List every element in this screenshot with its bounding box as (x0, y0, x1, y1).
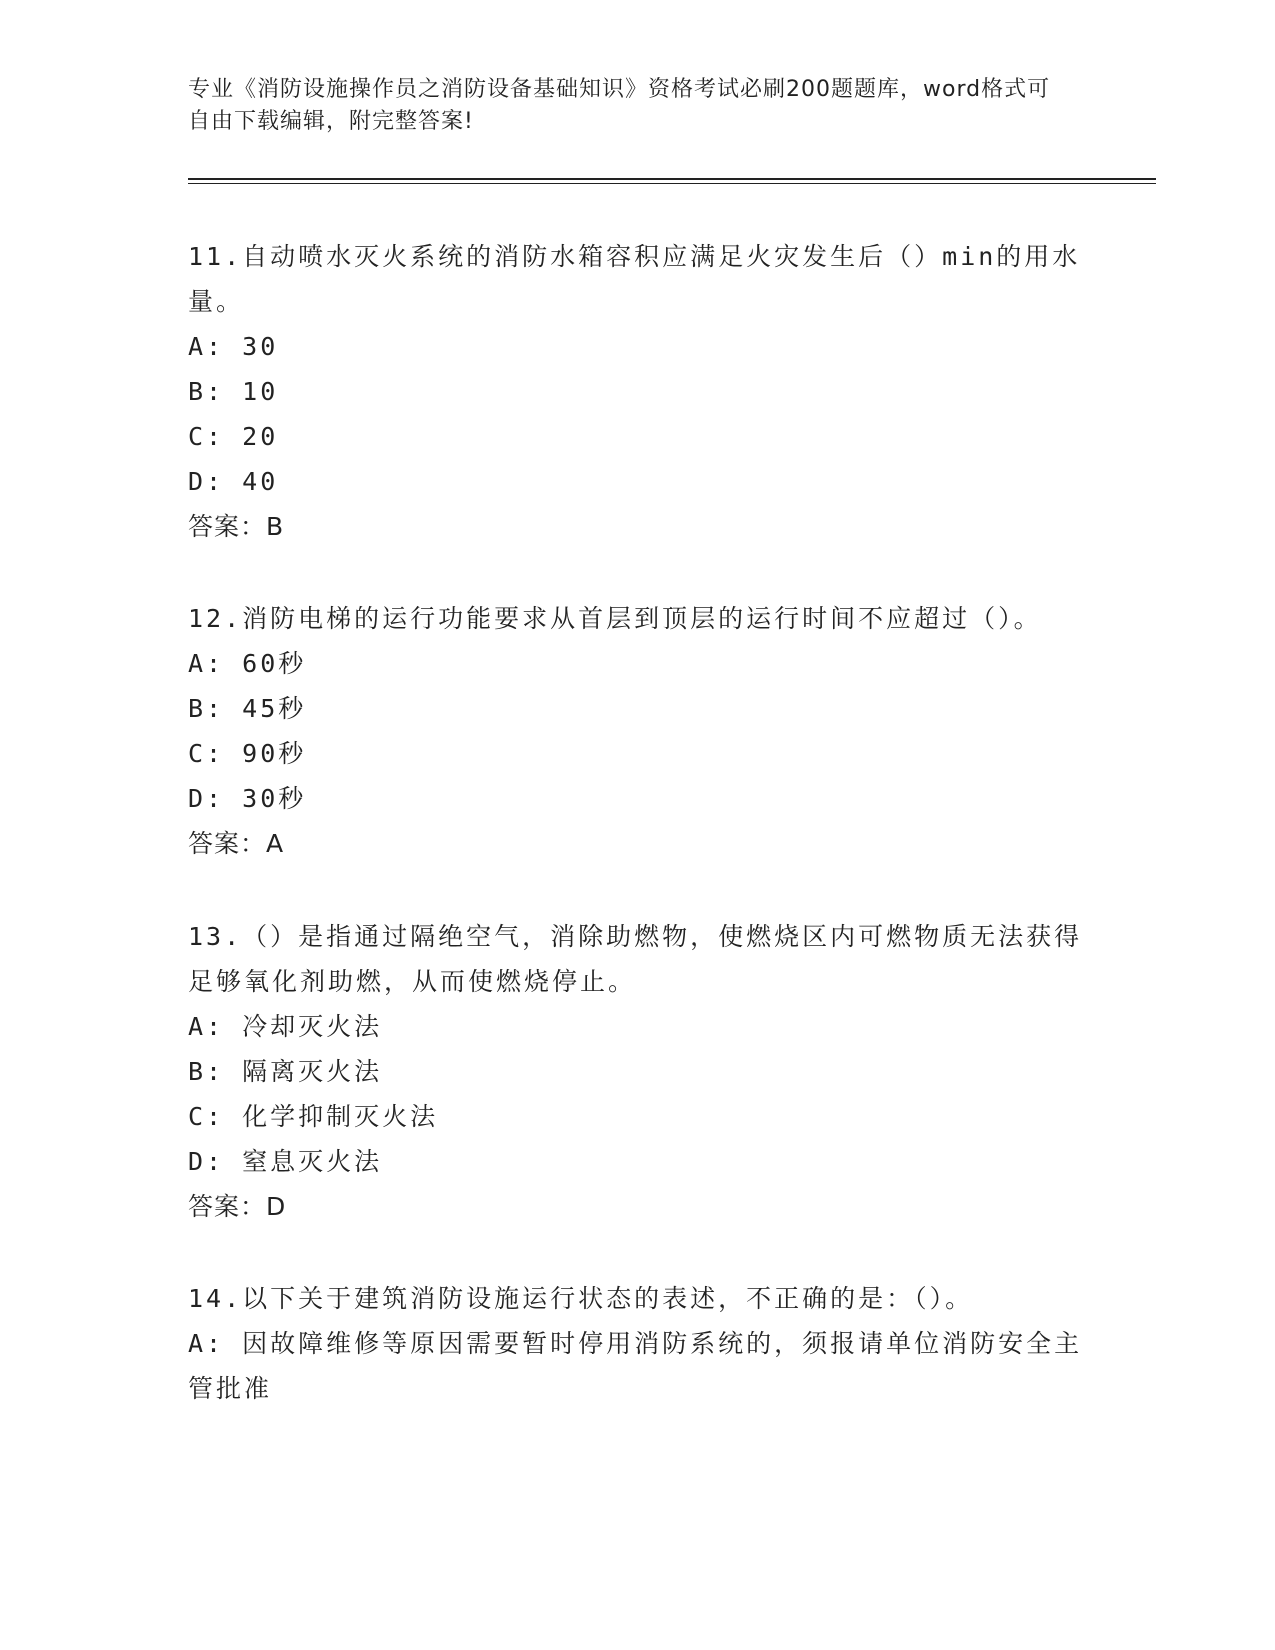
option-a: A: 60秒 (188, 649, 307, 678)
option-c: C: 20 (188, 422, 279, 451)
question-stem: 11.自动喷水灭火系统的消防水箱容积应满足火灾发生后（）min的用水量。 (188, 242, 1081, 316)
answer-line: 答案：B (188, 512, 285, 541)
question-13 (188, 914, 1088, 1229)
option-a: A: 30 (188, 332, 279, 361)
option-d: D: 30秒 (188, 784, 307, 813)
option-b: B: 隔离灭火法 (188, 1057, 383, 1086)
option-c: C: 化学抑制灭火法 (188, 1102, 439, 1131)
option-c: C: 90秒 (188, 739, 307, 768)
document-header: 专业《消防设施操作员之消防设备基础知识》资格考试必刷200题题库，word格式可自由下载编辑，附完整答案! (188, 77, 1051, 134)
answer-line: 答案：A (188, 829, 285, 858)
question-stem: 13.（）是指通过隔绝空气，消除助燃物，使燃烧区内可燃物质无法获得足够氧化剂助燃，从而使燃烧停止。 (188, 922, 1083, 996)
option-d: D: 40 (188, 467, 279, 496)
question-12 (188, 596, 1088, 866)
option-a: A: 冷却灭火法 (188, 1012, 383, 1041)
option-b: B: 45秒 (188, 694, 307, 723)
answer-line: 答案：D (188, 1192, 287, 1221)
question-11 (188, 234, 1088, 549)
question-14 (188, 1276, 1088, 1411)
option-a: A: 因故障维修等原因需要暂时停用消防系统的，须报请单位消防安全主管批准 (188, 1329, 1083, 1403)
option-b: B: 10 (188, 377, 279, 406)
question-stem: 14.以下关于建筑消防设施运行状态的表述，不正确的是：（）。 (188, 1284, 974, 1313)
option-d: D: 窒息灭火法 (188, 1147, 383, 1176)
header-divider (188, 178, 1156, 184)
question-stem: 12.消防电梯的运行功能要求从首层到顶层的运行时间不应超过（）。 (188, 604, 1042, 633)
